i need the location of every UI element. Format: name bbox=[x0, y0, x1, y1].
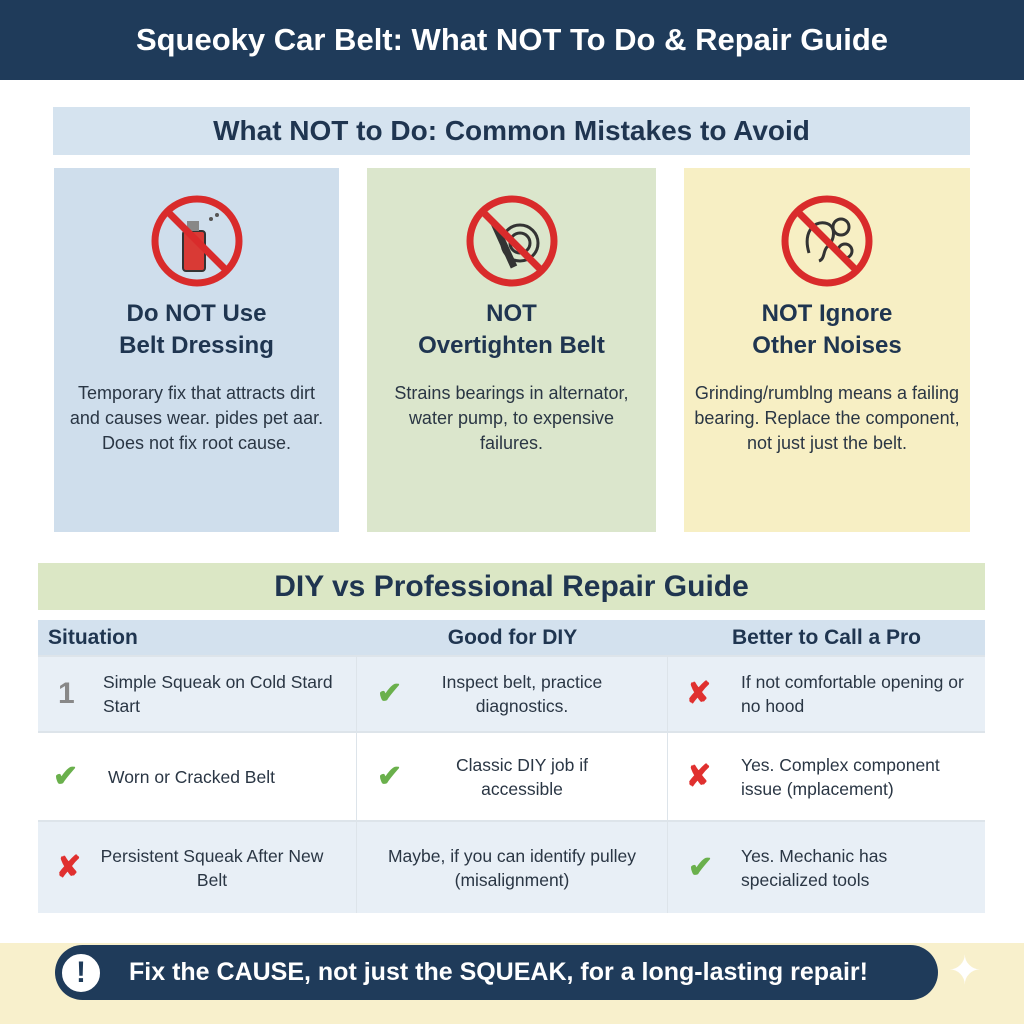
row-number: 1 bbox=[58, 677, 75, 710]
footer-text: Fix the CAUSE, not just the SQUEAK, for a long-lasting repair! bbox=[129, 958, 868, 986]
column-header: Good for DIY bbox=[447, 625, 578, 649]
diy-text: Classic DIY job if accessible bbox=[456, 754, 588, 799]
page-title: Squeoky Car Belt: What NOT To Do & Repair Guide bbox=[0, 0, 1024, 80]
table-row bbox=[38, 657, 985, 733]
check-icon: ✔ bbox=[377, 759, 403, 793]
card-body: Strains bearings in alternator, water pump, to expensive failures. bbox=[394, 383, 629, 453]
card-body: Temporary fix that attracts dirt and causes wear. pides pet aar. Does not fix root cause. bbox=[69, 383, 324, 453]
card-heading: NOT Ignore bbox=[761, 300, 893, 327]
mistake-card-ignore-noises bbox=[684, 168, 970, 532]
table-row bbox=[38, 733, 985, 822]
no-wrench-icon bbox=[464, 193, 560, 289]
pro-text: Yes. Complex component issue (mplacement) bbox=[741, 754, 940, 799]
guide-title: DIY vs Professional Repair Guide bbox=[38, 563, 985, 610]
pro-text: Yes. Mechanic has specialized tools bbox=[741, 845, 888, 890]
mistake-card-overtighten bbox=[367, 168, 656, 532]
card-heading: NOT bbox=[486, 300, 537, 327]
repair-guide-table bbox=[38, 620, 985, 913]
table-header bbox=[38, 620, 985, 657]
check-icon: ✔ bbox=[53, 759, 79, 793]
card-heading: Other Noises bbox=[752, 332, 902, 359]
mistake-card-belt-dressing bbox=[54, 168, 339, 532]
card-heading: Overtighten Belt bbox=[418, 332, 605, 359]
check-icon: ✔ bbox=[377, 677, 403, 710]
pro-text: If not comfortable opening or no hood bbox=[741, 672, 964, 716]
situation-text: Simple Squeak on Cold Stard Start bbox=[103, 672, 333, 716]
cross-icon: ✘ bbox=[56, 850, 82, 884]
mistakes-title: What NOT to Do: Common Mistakes to Avoid bbox=[53, 107, 970, 155]
column-header: Situation bbox=[48, 625, 138, 649]
cross-icon: ✘ bbox=[686, 677, 712, 710]
check-icon: ✔ bbox=[688, 850, 714, 884]
footer-banner bbox=[55, 945, 938, 1000]
situation-text: Worn or Cracked Belt bbox=[108, 766, 275, 787]
cross-icon: ✘ bbox=[686, 759, 712, 793]
card-heading: Do NOT Use bbox=[126, 300, 267, 327]
column-header: Better to Call a Pro bbox=[731, 625, 922, 649]
card-heading: Belt Dressing bbox=[119, 332, 274, 359]
exclamation-icon: ! bbox=[59, 951, 103, 995]
no-ear-gears-icon bbox=[779, 193, 875, 289]
situation-text: Persistent Squeak After New Belt bbox=[100, 845, 324, 890]
diy-text: Inspect belt, practice diagnostics. bbox=[441, 672, 603, 716]
card-body: Grinding/rumblng means a failing bearing. Replace the component, not just just the belt. bbox=[694, 383, 960, 453]
diy-text: Maybe, if you can identify pulley (misalignment) bbox=[387, 845, 637, 890]
sparkle-icon: ✦ bbox=[948, 949, 982, 993]
table-row bbox=[38, 822, 985, 913]
no-spray-can-icon bbox=[149, 193, 245, 289]
